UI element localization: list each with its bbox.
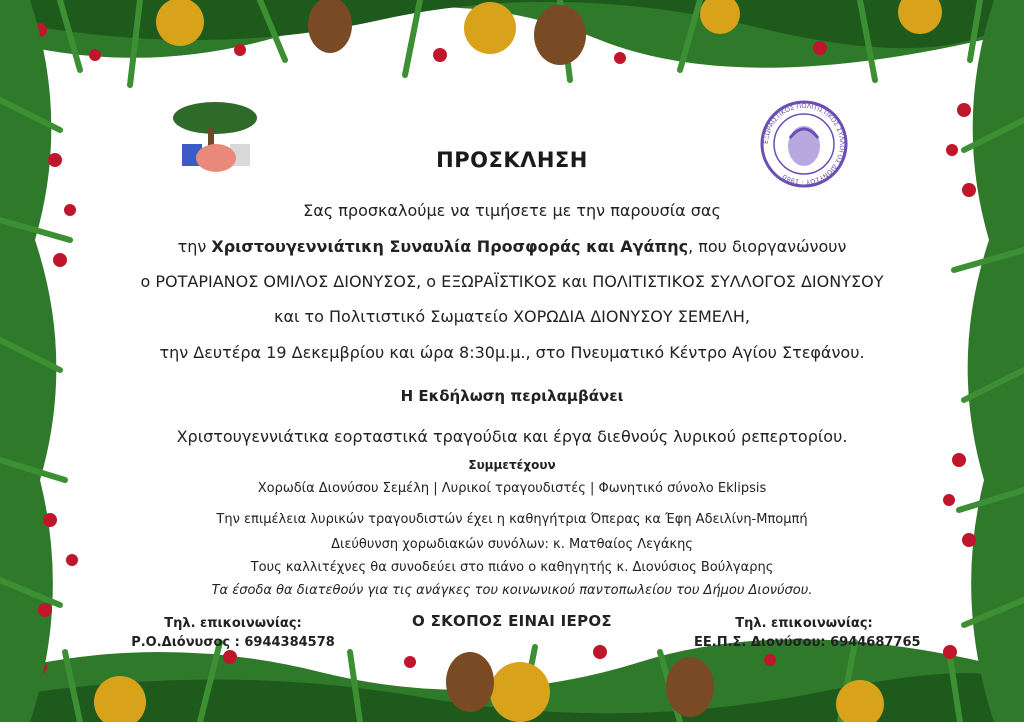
contact-right-value: ΕΕ.Π.Σ. Διονύσου: 6944687765 [694,635,921,650]
intro-line-2-suffix: , που διοργανώνουν [688,237,847,256]
event-date-location: την Δευτέρα 19 Δεκεμβρίου και ώρα 8:30μ.μ., στο Πνευματικό Κέντρο Αγίου Στεφάνου. [159,343,865,362]
credit-line-3: Τους καλλιτέχνες θα συνοδεύει στο πιάνο ο καθηγητής κ. Διονύσιος Βούλγαρης [250,560,774,575]
intro-line-4: και το Πολιτιστικό Σωματείο ΧΟΡΩΔΙΑ ΔΙΟΝΥΣΟΥ ΣΕΜΕΛΗ, [274,307,750,326]
participants-text: Χορωδία Διονύσου Σεμέλη | Λυρικοί τραγουδιστές | Φωνητικό σύνολο Eklipsis [257,481,767,496]
contact-right [694,614,921,652]
contact-right-label: Τηλ. επικοινωνίας: [735,616,873,631]
seal-text: ΕΞΩΡΑΪΣΤΙΚΟΣ ΠΟΛΙΤΙΣΤΙΚΟΣ ΣΥΛΛΟΓΟΣ ΔΙΟΝΥΣΟΥ · 1980 [761,101,847,187]
proceeds-note: Τα έσοδα θα διατεθούν για τις ανάγκες του κοινωνικού παντοπωλείου του Δήμου Διονύσου. [211,583,813,598]
program-text: Χριστουγεννιάτικα εορταστικά τραγούδια και έργα διεθνούς λυρικού ρεπερτορίου. [176,427,848,446]
contact-left-value: Ρ.Ο.Διόνυσος : 6944384578 [131,635,335,650]
contact-left [118,614,348,652]
program-heading: Η Εκδήλωση περιλαμβάνει [400,387,624,405]
concert-name: Χριστουγεννιάτικη Συναυλία Προσφοράς και Αγάπης [211,237,689,256]
intro-line-2-prefix: την [177,237,212,256]
participants-heading: Συμμετέχουν [468,458,556,472]
page-title: ΠΡΟΣΚΛΗΣΗ [436,148,588,172]
intro-line-3: ο ΡΟΤΑΡΙΑΝΟΣ ΟΜΙΛΟΣ ΔΙΟΝΥΣΟΣ, ο ΕΞΩΡΑΪΣΤΙΚΟΣ και ΠΟΛΙΤΙΣΤΙΚΟΣ ΣΥΛΛΟΓΟΣ ΔΙΟΝΥΣΟΥ [140,272,884,291]
motto: Ο ΣΚΟΠΟΣ ΕΙΝΑΙ ΙΕΡΟΣ [412,612,612,630]
contact-left-label: Τηλ. επικοινωνίας: [164,616,302,631]
intro-line-1: Σας προσκαλούμε να τιμήσετε με την παρουσία σας [303,201,721,220]
credit-line-2: Διεύθυνση χορωδιακών συνόλων: κ. Ματθαίος Λεγάκης [331,537,693,552]
intro-line-2 [0,237,1024,256]
credit-line-1: Την επιμέλεια λυρικών τραγουδιστών έχει η καθηγήτρια Όπερας κα Έφη Αδειλίνη-Μπομπή [216,512,808,527]
